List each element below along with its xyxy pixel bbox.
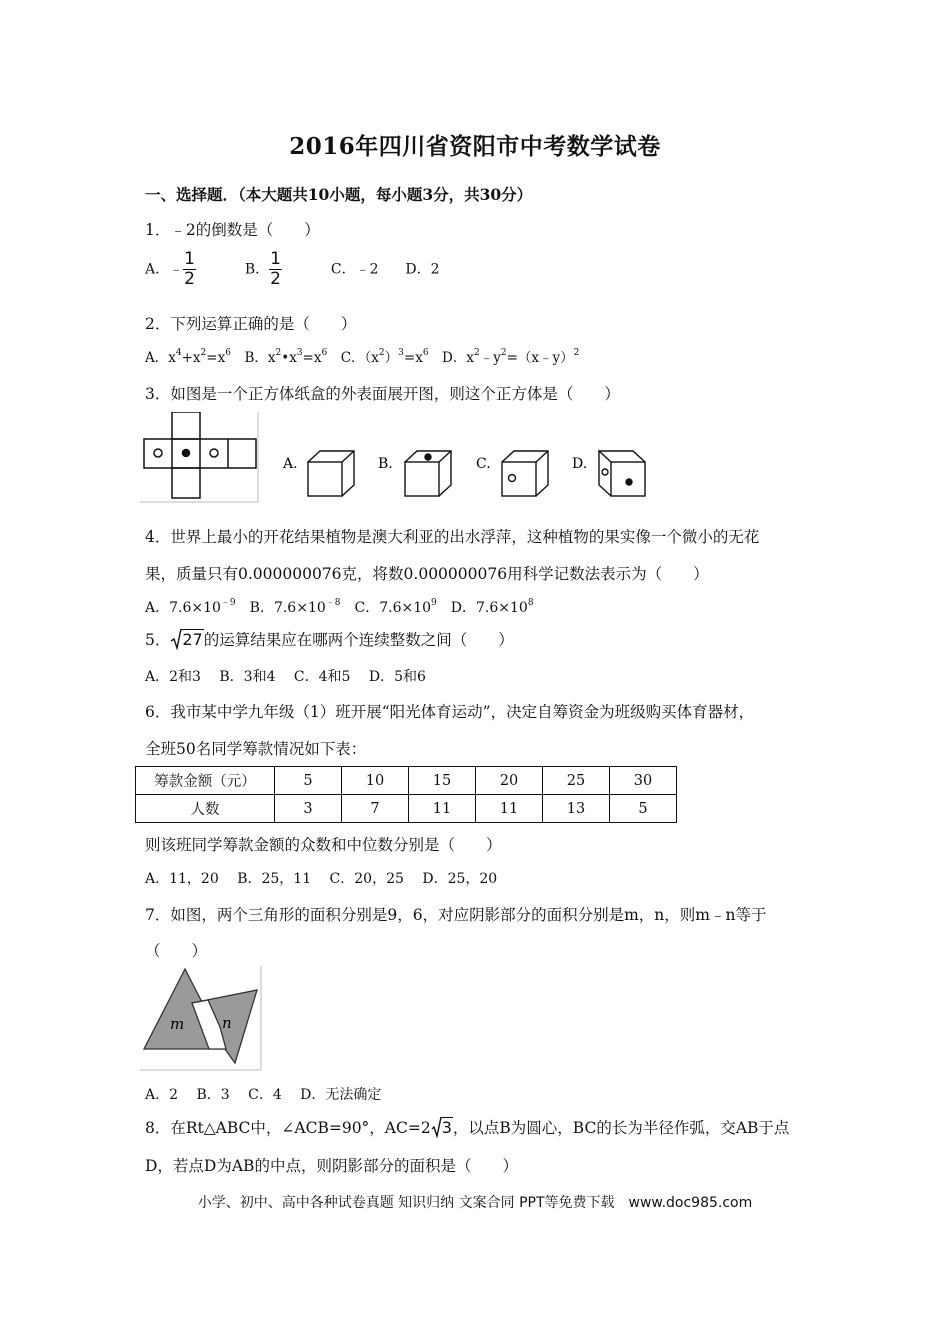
table-cell: 25: [543, 767, 610, 795]
table-cell: 10: [342, 767, 409, 795]
table-cell: 11: [409, 795, 476, 823]
q4-line-2: 果，质量只有0.000000076克，将数0.000000076用科学记数法表示为（ ）: [145, 565, 709, 583]
q1-option-a-fraction: $\frac{1}{2}$: [184, 249, 195, 289]
q5-stem: 5． 27的运算结果应在哪两个连续整数之间（ ）: [145, 630, 514, 649]
q3-option-d-label: D.: [572, 456, 588, 472]
page-footer: 小学、初中、高中各种试卷真题 知识归纳 文案合同 PPT等免费下载 www.doc985.com: [197, 1195, 753, 1211]
radical-sign-icon: [431, 1116, 442, 1138]
cube-d-figure: [599, 451, 645, 496]
q8-line-2: D，若点D为AB的中点，则阴影部分的面积是（ ）: [145, 1157, 518, 1175]
table-cell: 5: [610, 795, 677, 823]
table-row: [136, 795, 677, 823]
q8-line-1: 8．在Rt△ABC中，∠ACB=90°，AC=2 3，以点B为圆心，BC的长为半径作弧，交AB于点: [145, 1118, 790, 1137]
q2-stem: 2．下列运算正确的是（ ）: [145, 315, 357, 333]
q5-options: A．2和3 B．3和4 C．4和5 D．5和6: [145, 669, 426, 685]
q3-stem: 3．如图是一个正方体纸盒的外表面展开图，则这个正方体是（ ）: [145, 385, 620, 403]
q4-option-c: C．7.6×10: [354, 600, 432, 616]
q3-figures: [140, 412, 660, 504]
q1-option-b-label: B．: [244, 261, 270, 278]
q2-options: A．$x^4+x^2=x^6$ B．$x^2•x^3=x^6$ C．$(x^2)^3=x^6$ D．$x^2﹣y^2=(x﹣y)^2$: [145, 348, 580, 366]
table-cell: 3: [275, 795, 342, 823]
cube-a-figure: [308, 451, 354, 496]
q6-line-3: 则该班同学筹款金额的众数和中位数分别是（ ）: [145, 836, 502, 854]
q1-option-a-label: A．: [145, 261, 170, 278]
q4-line-1: 4．世界上最小的开花结果植物是澳大利亚的出水浮萍，这种植物的果实像一个微小的无花: [145, 528, 760, 546]
q4-option-a: A．7.6×10: [145, 600, 221, 616]
table-cell: 15: [409, 767, 476, 795]
table-cell: 5: [275, 767, 342, 795]
q7-line-1: 7．如图，两个三角形的面积分别是9，6，对应阴影部分的面积分别是m，n，则m﹣n等于: [145, 906, 767, 924]
q1-option-b-fraction: $\frac{1}{2}$: [270, 249, 281, 289]
table-cell: 7: [342, 795, 409, 823]
q1-option-d: D．2: [405, 261, 440, 278]
sqrt-3: 3: [431, 1118, 453, 1137]
q7-line-2: （ ）: [145, 942, 208, 960]
q3-option-c-label: C.: [476, 456, 491, 472]
q6-line-2: 全班50名同学筹款情况如下表：: [145, 740, 367, 758]
q3-option-b-label: B.: [378, 456, 393, 472]
q6-line-1: 6．我市某中学九年级（1）班开展“阳光体育运动”，决定自筹资金为班级购买体育器材，: [145, 703, 755, 721]
q1-options: [145, 250, 440, 289]
page-title: 2016年四川省资阳市中考数学试卷: [289, 133, 661, 160]
q6-options: A．11，20 B．25，11 C．20，25 D．25，20: [145, 871, 498, 887]
cube-b-figure: [405, 451, 451, 496]
cube-net-figure: [144, 412, 256, 498]
section-heading: 一、选择题．（本大题共10小题，每小题3分，共30分）: [145, 185, 533, 204]
table-cell: 11: [476, 795, 543, 823]
table-row: [136, 767, 677, 795]
table-header-cell: 筹款金额（元）: [136, 767, 275, 795]
radical-sign-icon: [170, 628, 182, 650]
q1-stem: 1．﹣2的倒数是（ ）: [145, 221, 320, 239]
label-m: m: [170, 1015, 185, 1033]
q4-option-b: B．7.6×10: [249, 600, 326, 616]
table-cell: 13: [543, 795, 610, 823]
q1-option-c: C．﹣2: [330, 261, 379, 278]
table-cell: 20: [476, 767, 543, 795]
q4-option-d: D．7.6×10: [450, 600, 528, 616]
table-cell: 30: [610, 767, 677, 795]
sqrt-27: 27: [170, 630, 203, 649]
q1-option-a-sign: ﹣: [169, 261, 184, 278]
cube-c-figure: [502, 451, 548, 496]
q3-option-a-label: A.: [283, 456, 298, 472]
label-n: n: [222, 1014, 232, 1032]
q7-options: A．2 B．3 C．4 D．无法确定: [145, 1087, 382, 1103]
table-header-cell: 人数: [136, 795, 275, 823]
q4-options: A．$7.6\times 10^{﹣9}$ B．$7.6\times 10^{﹣8}$ C．$7.6\times 10^9$ D．$7.6\times 10^8$: [145, 598, 534, 616]
donation-table: [135, 766, 677, 823]
q7-triangles-figure: [140, 966, 265, 1072]
